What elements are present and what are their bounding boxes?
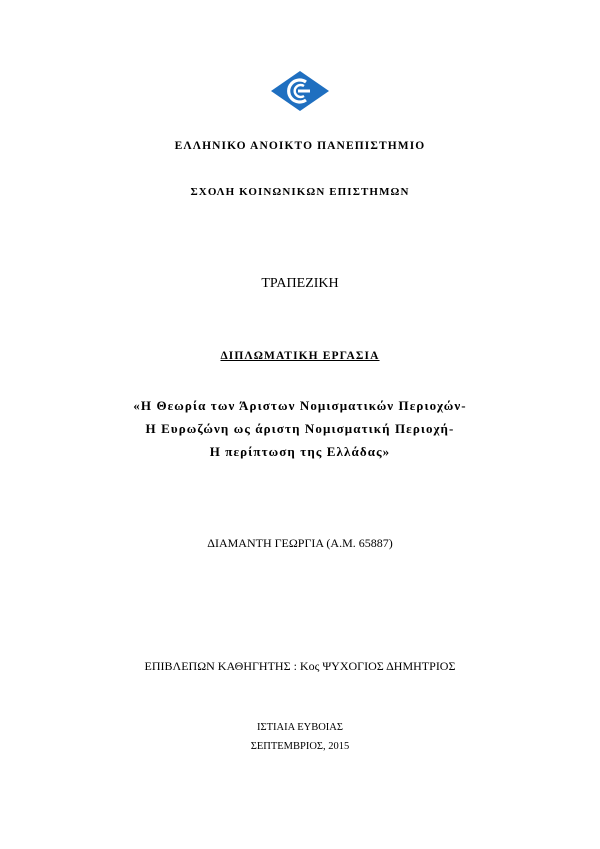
university-logo-icon <box>270 70 330 112</box>
author-name: ΔΙΑΜΑΝΤΗ ΓΕΩΡΓΙΑ (Α.Μ. 65887) <box>207 536 393 550</box>
thesis-title-line-2: Η Ευρωζώνη ως άριστη Νομισματική Περιοχή- <box>145 421 455 436</box>
university-name: ΕΛΛΗΝΙΚΟ ΑΝΟΙΚΤΟ ΠΑΝΕΠΙΣΤΗΜΙΟ <box>174 140 426 152</box>
school-name: ΣΧΟΛΗ ΚΟΙΝΩΝΙΚΩΝ ΕΠΙΣΤΗΜΩΝ <box>190 186 410 198</box>
program-name: ΤΡΑΠΕΖΙΚΗ <box>261 276 339 291</box>
thesis-title-line-1: «Η Θεωρία των Άριστων Νομισματικών Περιοχών- <box>133 398 467 413</box>
document-type: ΔΙΠΛΩΜΑΤΙΚΗ ΕΡΓΑΣΙΑ <box>220 350 380 362</box>
date: ΣΕΠΤΕΜΒΡΙΟΣ, 2015 <box>250 741 350 752</box>
place: ΙΣΤΙΑΙΑ ΕΥΒΟΙΑΣ <box>257 722 343 733</box>
thesis-title-line-3: Η περίπτωση της Ελλάδας» <box>209 444 391 459</box>
supervisor: ΕΠΙΒΛΕΠΩΝ ΚΑΘΗΓΗΤΗΣ : Κος ΨΥΧΟΓΙΟΣ ΔΗΜΗΤΡΙΟΣ <box>144 659 456 673</box>
